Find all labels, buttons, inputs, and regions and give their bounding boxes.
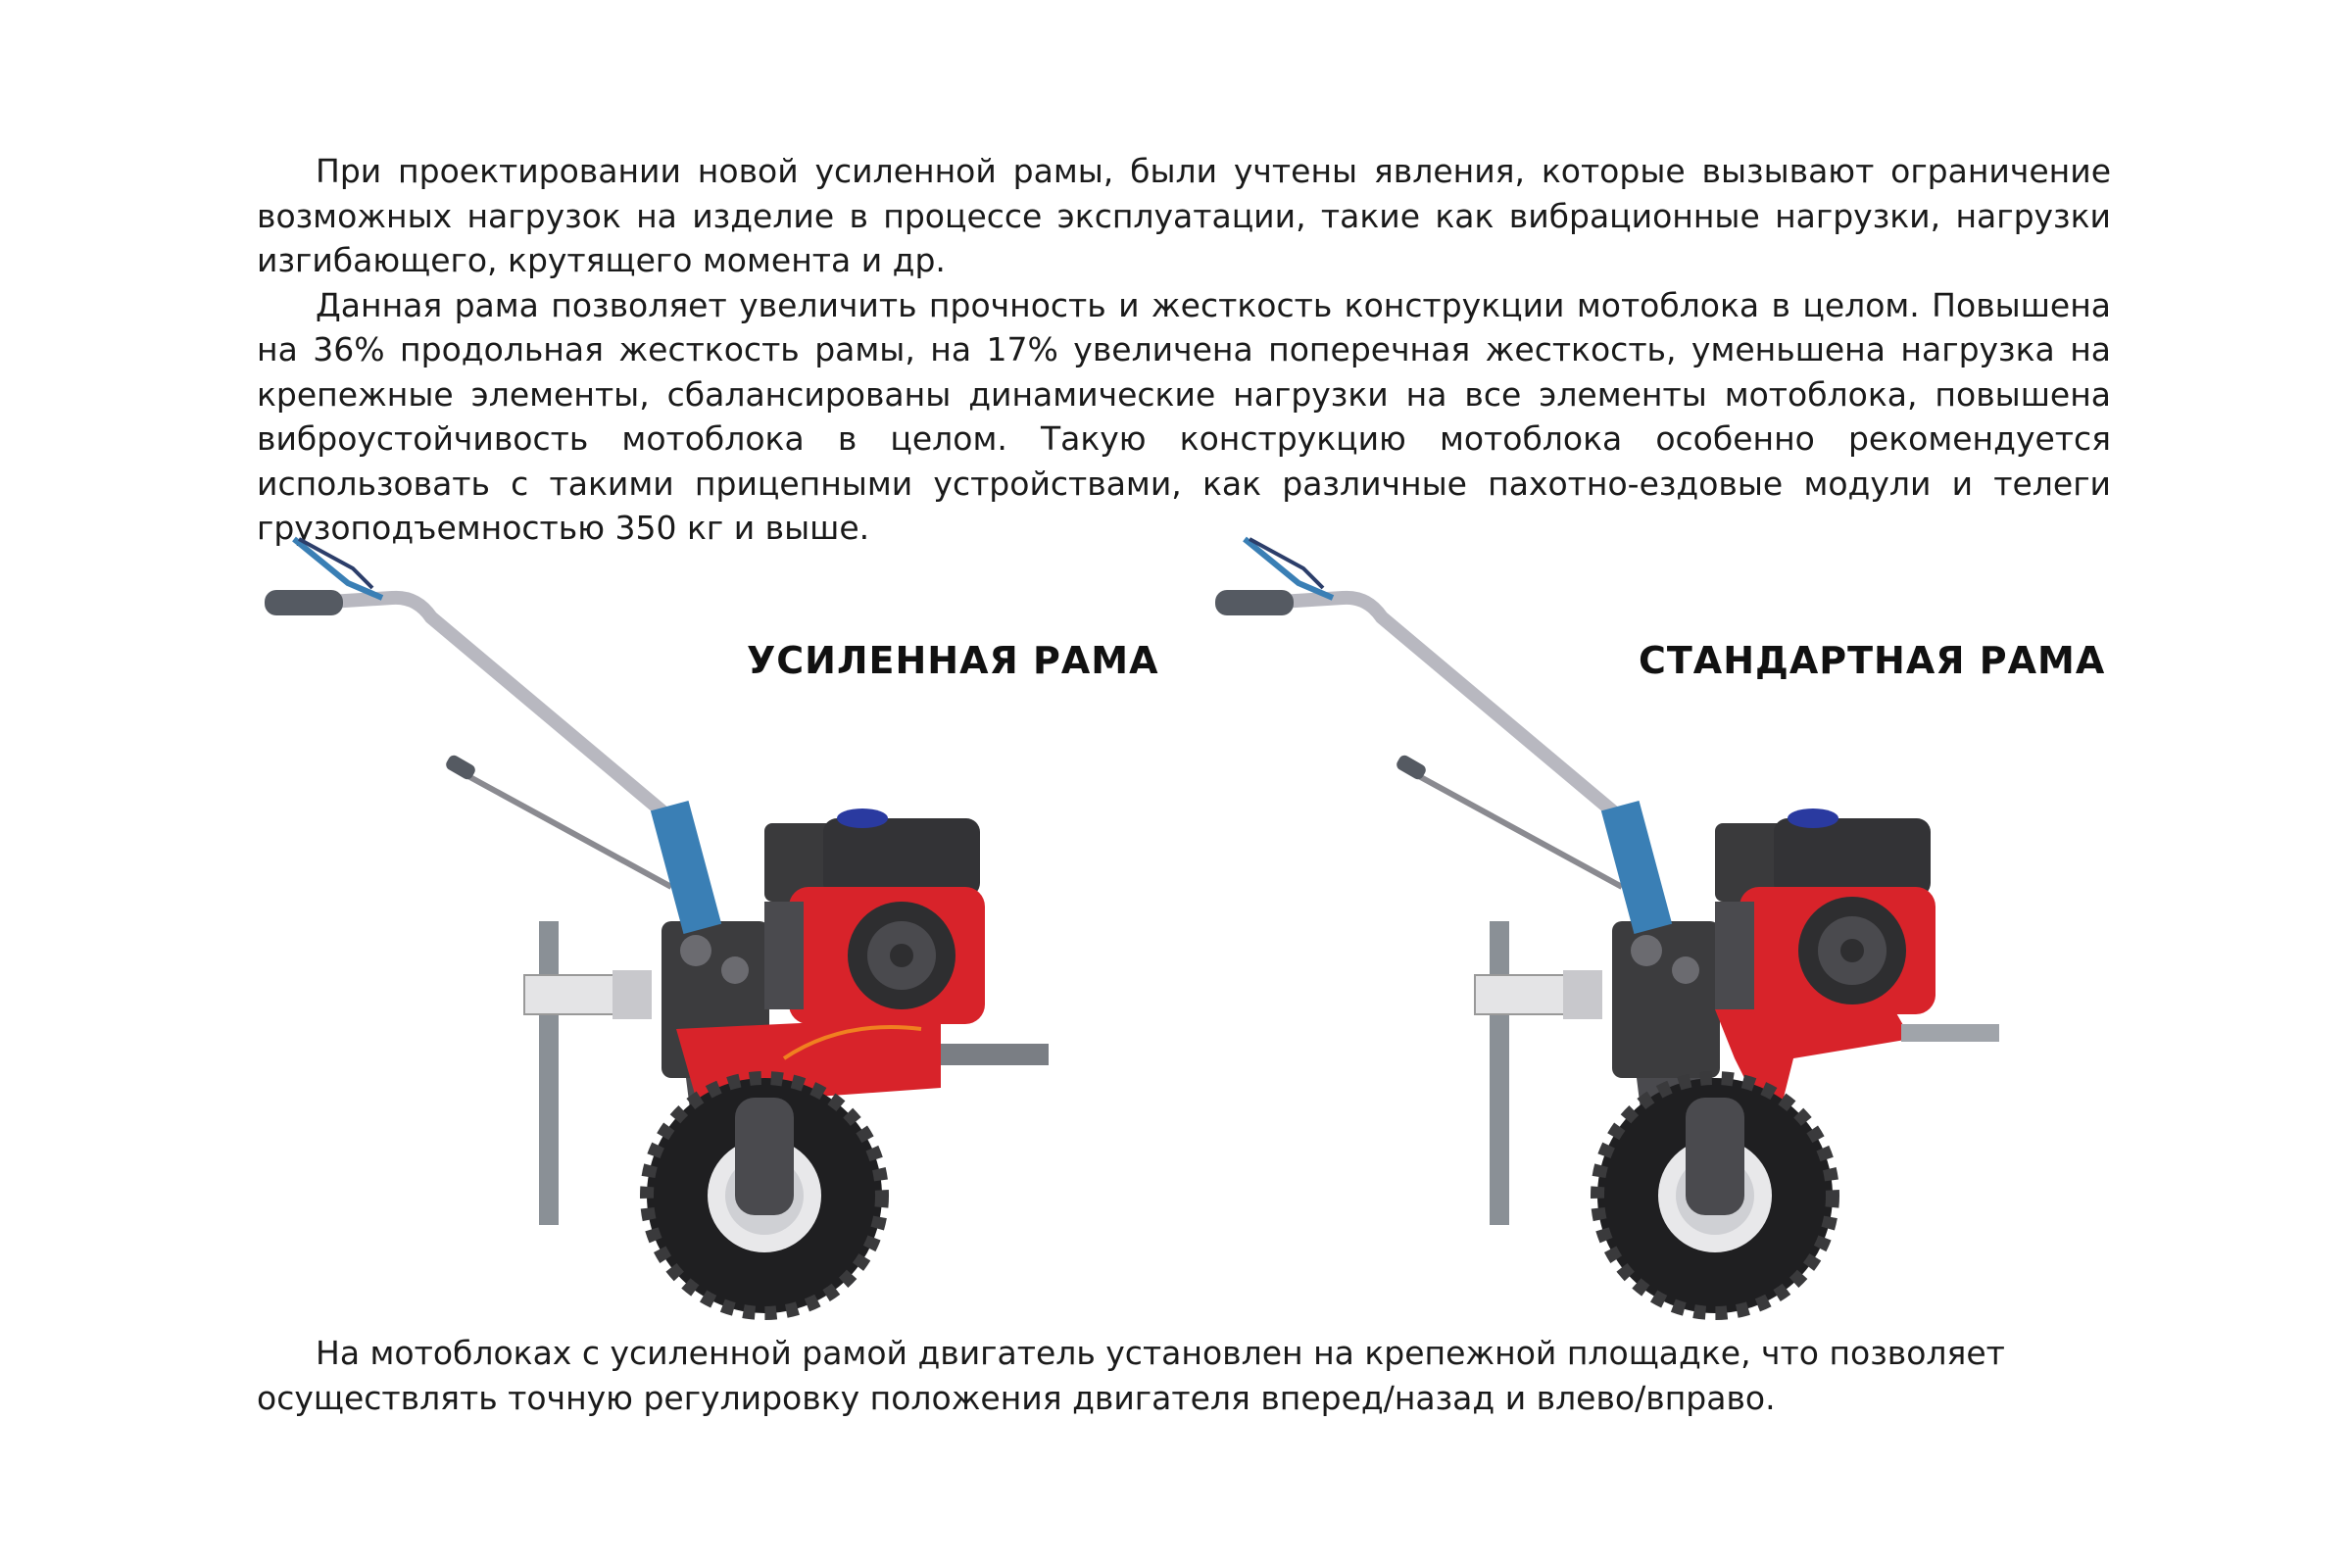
- caption-standard-frame: СТАНДАРТНАЯ РАМА: [1639, 639, 2106, 682]
- standard-frame-illustration: [1205, 510, 2127, 1323]
- outro-paragraph-1: На мотоблоках с усиленной рамой двигатель установлен на крепежной площадке, что позволяет осуществлять точную регулировку положения двигателя вперед/назад и влево/вправо.: [257, 1334, 2005, 1417]
- engine-icon: [1715, 808, 1936, 1014]
- hitch-icon: [1475, 921, 1602, 1225]
- engine-icon: [764, 808, 985, 1024]
- wheel-icon: [647, 1078, 882, 1313]
- control-rod-icon: [444, 754, 671, 887]
- control-rod-icon: [1395, 754, 1622, 887]
- intro-paragraph-2: Данная рама позволяет увеличить прочность и жесткость конструкции мотоблока в целом. Повышена на 36% продольная жесткость рамы, на 17% увеличена поперечная жесткость, уменьшена нагрузка на крепежные элементы, сбалансированы динамические нагрузки на все элементы мотоблока, повышена виброустойчивость мотоблока в целом. Такую конструкцию мотоблока особенно рекомендуется использовать с такими прицепными устройствами, как различные пахотно-ездовые модули и телеги грузоподъемностью 350 кг и выше.: [257, 285, 2111, 547]
- caption-reinforced-frame: УСИЛЕННАЯ РАМА: [747, 639, 1159, 682]
- intro-paragraph-1: При проектировании новой усиленной рамы, были учтены явления, которые вызывают ограничение возможных нагрузок на изделие в процессе эксплуатации, такие как вибрационные нагрузки, нагрузки изгибающего, крутящего момента и др.: [257, 152, 2111, 279]
- reinforced-frame-illustration: [255, 510, 1176, 1323]
- outro-text: [257, 1331, 2111, 1420]
- wheel-icon: [1597, 1078, 1833, 1313]
- hitch-icon: [524, 921, 652, 1225]
- intro-text: [257, 149, 2111, 551]
